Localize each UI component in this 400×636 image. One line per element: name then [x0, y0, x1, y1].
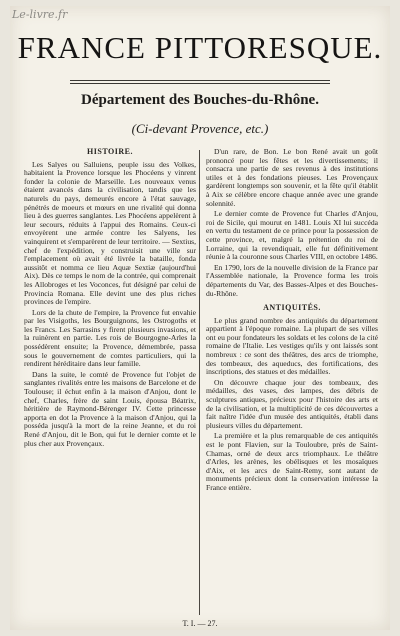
department-title: Département des Bouches-du-Rhône.: [81, 92, 319, 108]
history-paragraph: Lors de la chute de l'empire, la Provence fut envahie par les Visigoths, les Bourguignons, les Ostrogoths et les Francs. Les Sarrasins y firent plusieurs invasions, et la ruinèrent en partie. Les rois de Bourgogne-Arles la possédèrent ensuite; la Provence, démembrée, passa sous le gouvernement de comtes particuliers, qui la rendirent héréditaire dans leur famille.: [24, 307, 196, 369]
history-heading: HISTOIRE.: [87, 147, 133, 156]
history-continued-paragraph: Le dernier comte de Provence fut Charles d'Anjou, roi de Sicile, qui mourut en 1481. Louis XI lui succéda en vertu du testament de ce prince pour la possession de cette province, et, malgré la prétention du roi de Lorraine, qui la revendiquait, elle fut définitivement réunie à la couronne sous Charles VIII, en octobre 1486.: [206, 209, 378, 262]
title-rule-top: [70, 80, 330, 81]
history-paragraph: Dans la suite, le comté de Provence fut l'objet de sanglantes rivalités entre les maisons de Barcelone et de Toulouse; il échut enfin à la maison d'Anjou, dont le chef, Charles, frère de saint Louis, épousa Béatrix, héritière de Raymond-Bérenger IV. Cette princesse apporta en dot la Provence à la maison d'Anjou, qui la posséda jusqu'à la mort de la reine Jeanne, et du roi René d'Anjou, dit le Bon, qui fut le dernier comte et le plus cher aux Provençaux.: [24, 369, 196, 448]
page-title: FRANCE PITTORESQUE.: [17, 30, 383, 65]
antiquities-paragraph: La première et la plus remarquable de ces antiquités est le pont Flavien, sur la Touloubre, près de Saint-Chamas, orné de deux arcs triomphaux. Le théâtre d'Arles, les arènes, les obélisques et les mosaïques d'Aix, et les arcs de Saint-Remy, sont autant de monuments précieux dont la conservation intéresse la France entière.: [206, 431, 378, 492]
history-paragraph: Les Salyes ou Salluiens, peuple issu des Volkes, habitaient la Provence lorsque les Phocéens y vinrent fonder la colonie de Marseille. Les nouveaux venus étaient avancés dans la civilisation, tandis que les naturels du pays, demeurés encore à l'état sauvage, pénétrés de moeurs et mœurs en une rivalité qui donna lieu à des guerres sanglantes. Les Phocéens appelèrent à leur secours, réduits à l'appui des Romains. Ceux-ci envoyèrent une armée contre les Salyens, les vainquirent et s'emparèrent de leur territoire. — Sextius, chef de l'expédition, y construisit une ville sur l'emplacement où avait été livrée la bataille, fonda aussitôt et nomma ce lieu Aquæ Sextiæ (aujourd'hui Aix). Dès ce temps le nom de la contrée, qui comprenait les Allobroges et les Voconces, fut désigné par celui de Provincia Romana. Elle devint une des plus riches provinces de l'empire.: [24, 159, 196, 307]
right-column: [206, 148, 378, 495]
history-continued-paragraph: En 1790, lors de la nouvelle division de la France par l'Assemblée nationale, la Provence forma les trois départements du Var, des Basses-Alpes et des Bouches-du-Rhône.: [206, 262, 378, 298]
antiquities-paragraph: Le plus grand nombre des antiquités du département appartient à l'époque romaine. La plupart de ses villes ont eu pour fondateurs les soldats et les colons de la cité romaine de l'Italie. Les vestiges qu'ils y ont laissés sont nombreux : ce sont des théâtres, des arcs de triomphe, des tombeaux, des aqueducs, des fortifications, des inscriptions, des statues et des médailles.: [206, 315, 378, 377]
history-continued-paragraph: D'un rare, de Bon. Le bon René avait un goût prononcé pour les fêtes et les divertissements; il consacra une partie de ses revenus à des institutions utiles et à des fondations pieuses. Les Provençaux gardèrent longtemps son souvenir, et la fête qu'il établit à Aix se célèbre encore chaque année avec une grande solennité.: [206, 147, 378, 208]
title-rule-bottom: [70, 83, 330, 84]
left-column: [24, 148, 196, 450]
antiquities-heading: ANTIQUITÉS.: [263, 303, 321, 313]
department-subtitle: (Ci-devant Provence, etc.): [131, 121, 269, 136]
column-separator: [199, 150, 200, 615]
watermark-text: Le-livre.fr: [12, 8, 68, 21]
page-footer: T. I. — 27.: [182, 619, 218, 628]
antiquities-paragraph: On découvre chaque jour des tombeaux, des médailles, des vases, des lampes, des débris de sculptures antiques, précieux pour l'histoire des arts et de la civilisation, et la multiplicité de ces découvertes a fait naître l'idée d'un musée des antiquités, établi dans plusieurs villes du département.: [206, 377, 378, 430]
